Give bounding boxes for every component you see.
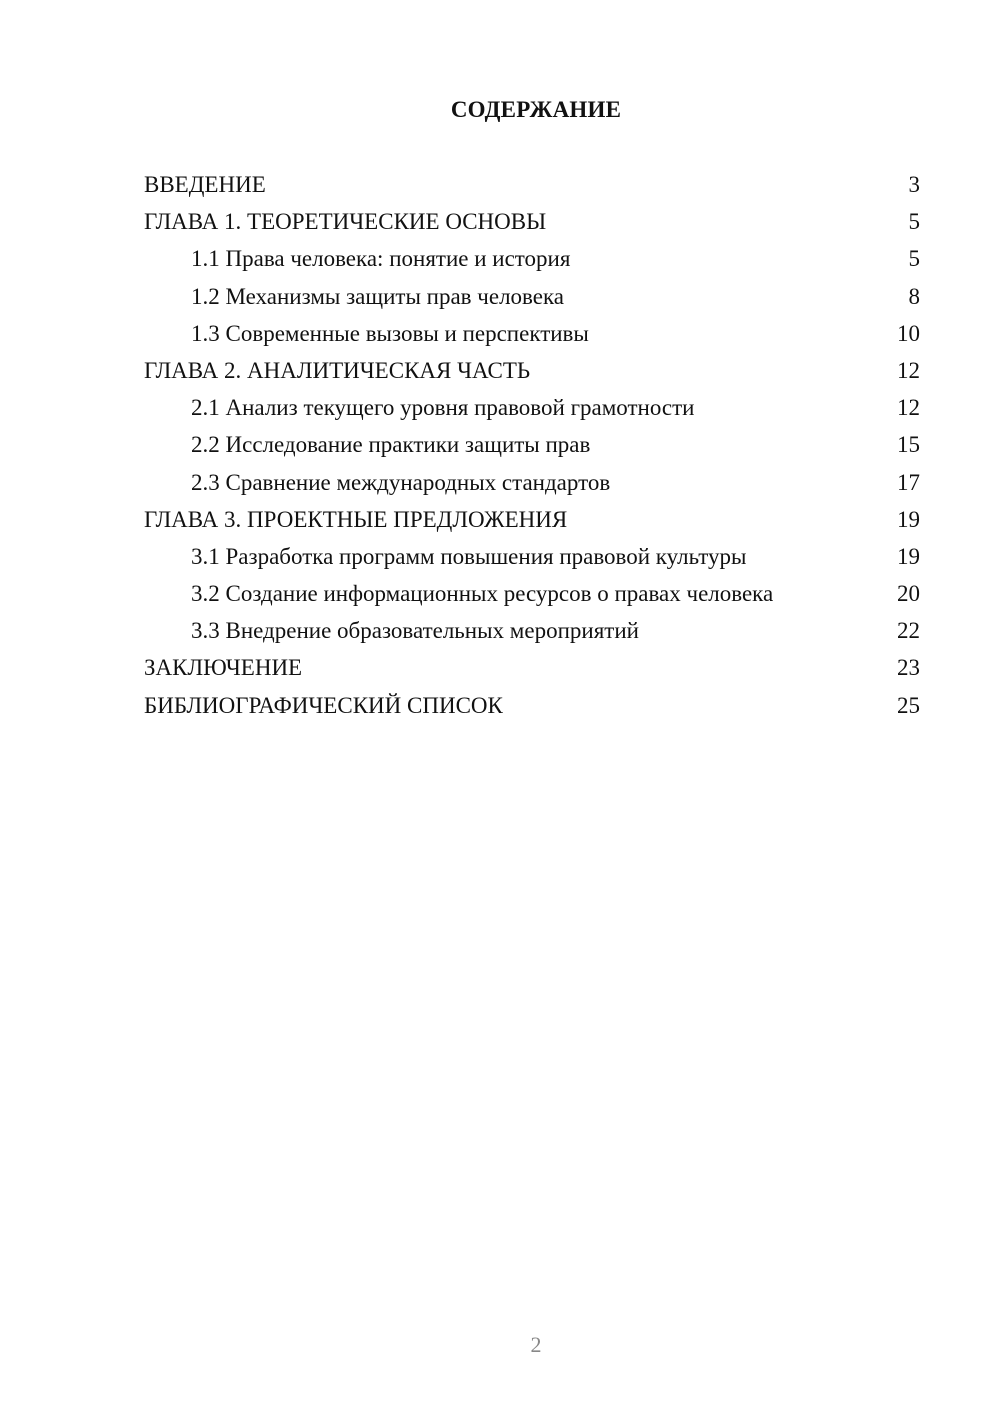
toc-entry-label: 3.2 Создание информационных ресурсов о правах человека: [191, 581, 774, 607]
toc-entry-chapter-1[interactable]: [144, 203, 920, 240]
toc-entry-page: 19: [897, 543, 920, 569]
toc-entry-section-2-3[interactable]: [144, 464, 920, 501]
toc-entry-introduction[interactable]: [144, 166, 920, 203]
toc-entry-section-3-2[interactable]: [144, 575, 920, 612]
toc-entry-chapter-2[interactable]: [144, 352, 920, 389]
toc-title: СОДЕРЖАНИЕ: [450, 97, 622, 122]
toc-entry-section-1-1[interactable]: [144, 240, 920, 277]
toc-entry-section-1-2[interactable]: [144, 278, 920, 315]
toc-entry-label: 1.2 Механизмы защиты прав человека: [191, 283, 565, 309]
toc-entry-bibliography[interactable]: [144, 687, 920, 724]
toc-entry-section-1-3[interactable]: [144, 315, 920, 352]
toc-entry-section-2-2[interactable]: [144, 426, 920, 463]
toc-entry-page: 15: [897, 432, 920, 458]
toc-entry-label: ГЛАВА 2. АНАЛИТИЧЕСКАЯ ЧАСТЬ: [144, 357, 531, 383]
toc-entry-page: 12: [897, 357, 920, 383]
toc-entry-label: 2.3 Сравнение международных стандартов: [191, 469, 611, 495]
toc-entry-page: 25: [897, 692, 920, 718]
toc-entry-page: 5: [908, 209, 920, 235]
toc-entry-section-2-1[interactable]: [144, 389, 920, 426]
toc-entry-chapter-3[interactable]: [144, 501, 920, 538]
toc-entry-label: 1.3 Современные вызовы и перспективы: [191, 320, 589, 346]
toc-entry-page: 22: [897, 618, 920, 644]
table-of-contents: [144, 166, 920, 724]
toc-entry-label: ВВЕДЕНИЕ: [144, 172, 266, 197]
toc-entry-section-3-3[interactable]: [144, 612, 920, 649]
toc-entry-page: 10: [897, 320, 920, 346]
toc-entry-page: 17: [897, 469, 920, 495]
toc-entry-label: 1.1 Права человека: понятие и история: [191, 246, 571, 272]
toc-entry-page: 23: [897, 655, 920, 681]
toc-entry-label: 3.3 Внедрение образовательных мероприятий: [191, 618, 639, 644]
toc-entry-label: 3.1 Разработка программ повышения правовой культуры: [191, 543, 747, 569]
toc-entry-label: ГЛАВА 1. ТЕОРЕТИЧЕСКИЕ ОСНОВЫ: [144, 209, 547, 235]
toc-entry-page: 19: [897, 506, 920, 532]
toc-entry-section-3-1[interactable]: [144, 538, 920, 575]
toc-entry-label: 2.2 Исследование практики защиты прав: [191, 432, 591, 458]
toc-entry-page: 3: [908, 172, 920, 197]
toc-entry-page: 5: [908, 246, 920, 272]
toc-entry-label: ГЛАВА 3. ПРОЕКТНЫЕ ПРЕДЛОЖЕНИЯ: [144, 506, 568, 532]
toc-entry-page: 20: [897, 581, 920, 607]
toc-entry-page: 12: [897, 395, 920, 421]
page-number: 2: [530, 1332, 542, 1357]
toc-entry-label: ЗАКЛЮЧЕНИЕ: [144, 655, 303, 681]
toc-entry-label: 2.1 Анализ текущего уровня правовой грамотности: [191, 395, 695, 421]
toc-entry-conclusion[interactable]: [144, 649, 920, 686]
toc-entry-page: 8: [908, 283, 920, 309]
toc-entry-label: БИБЛИОГРАФИЧЕСКИЙ СПИСОК: [144, 692, 503, 718]
